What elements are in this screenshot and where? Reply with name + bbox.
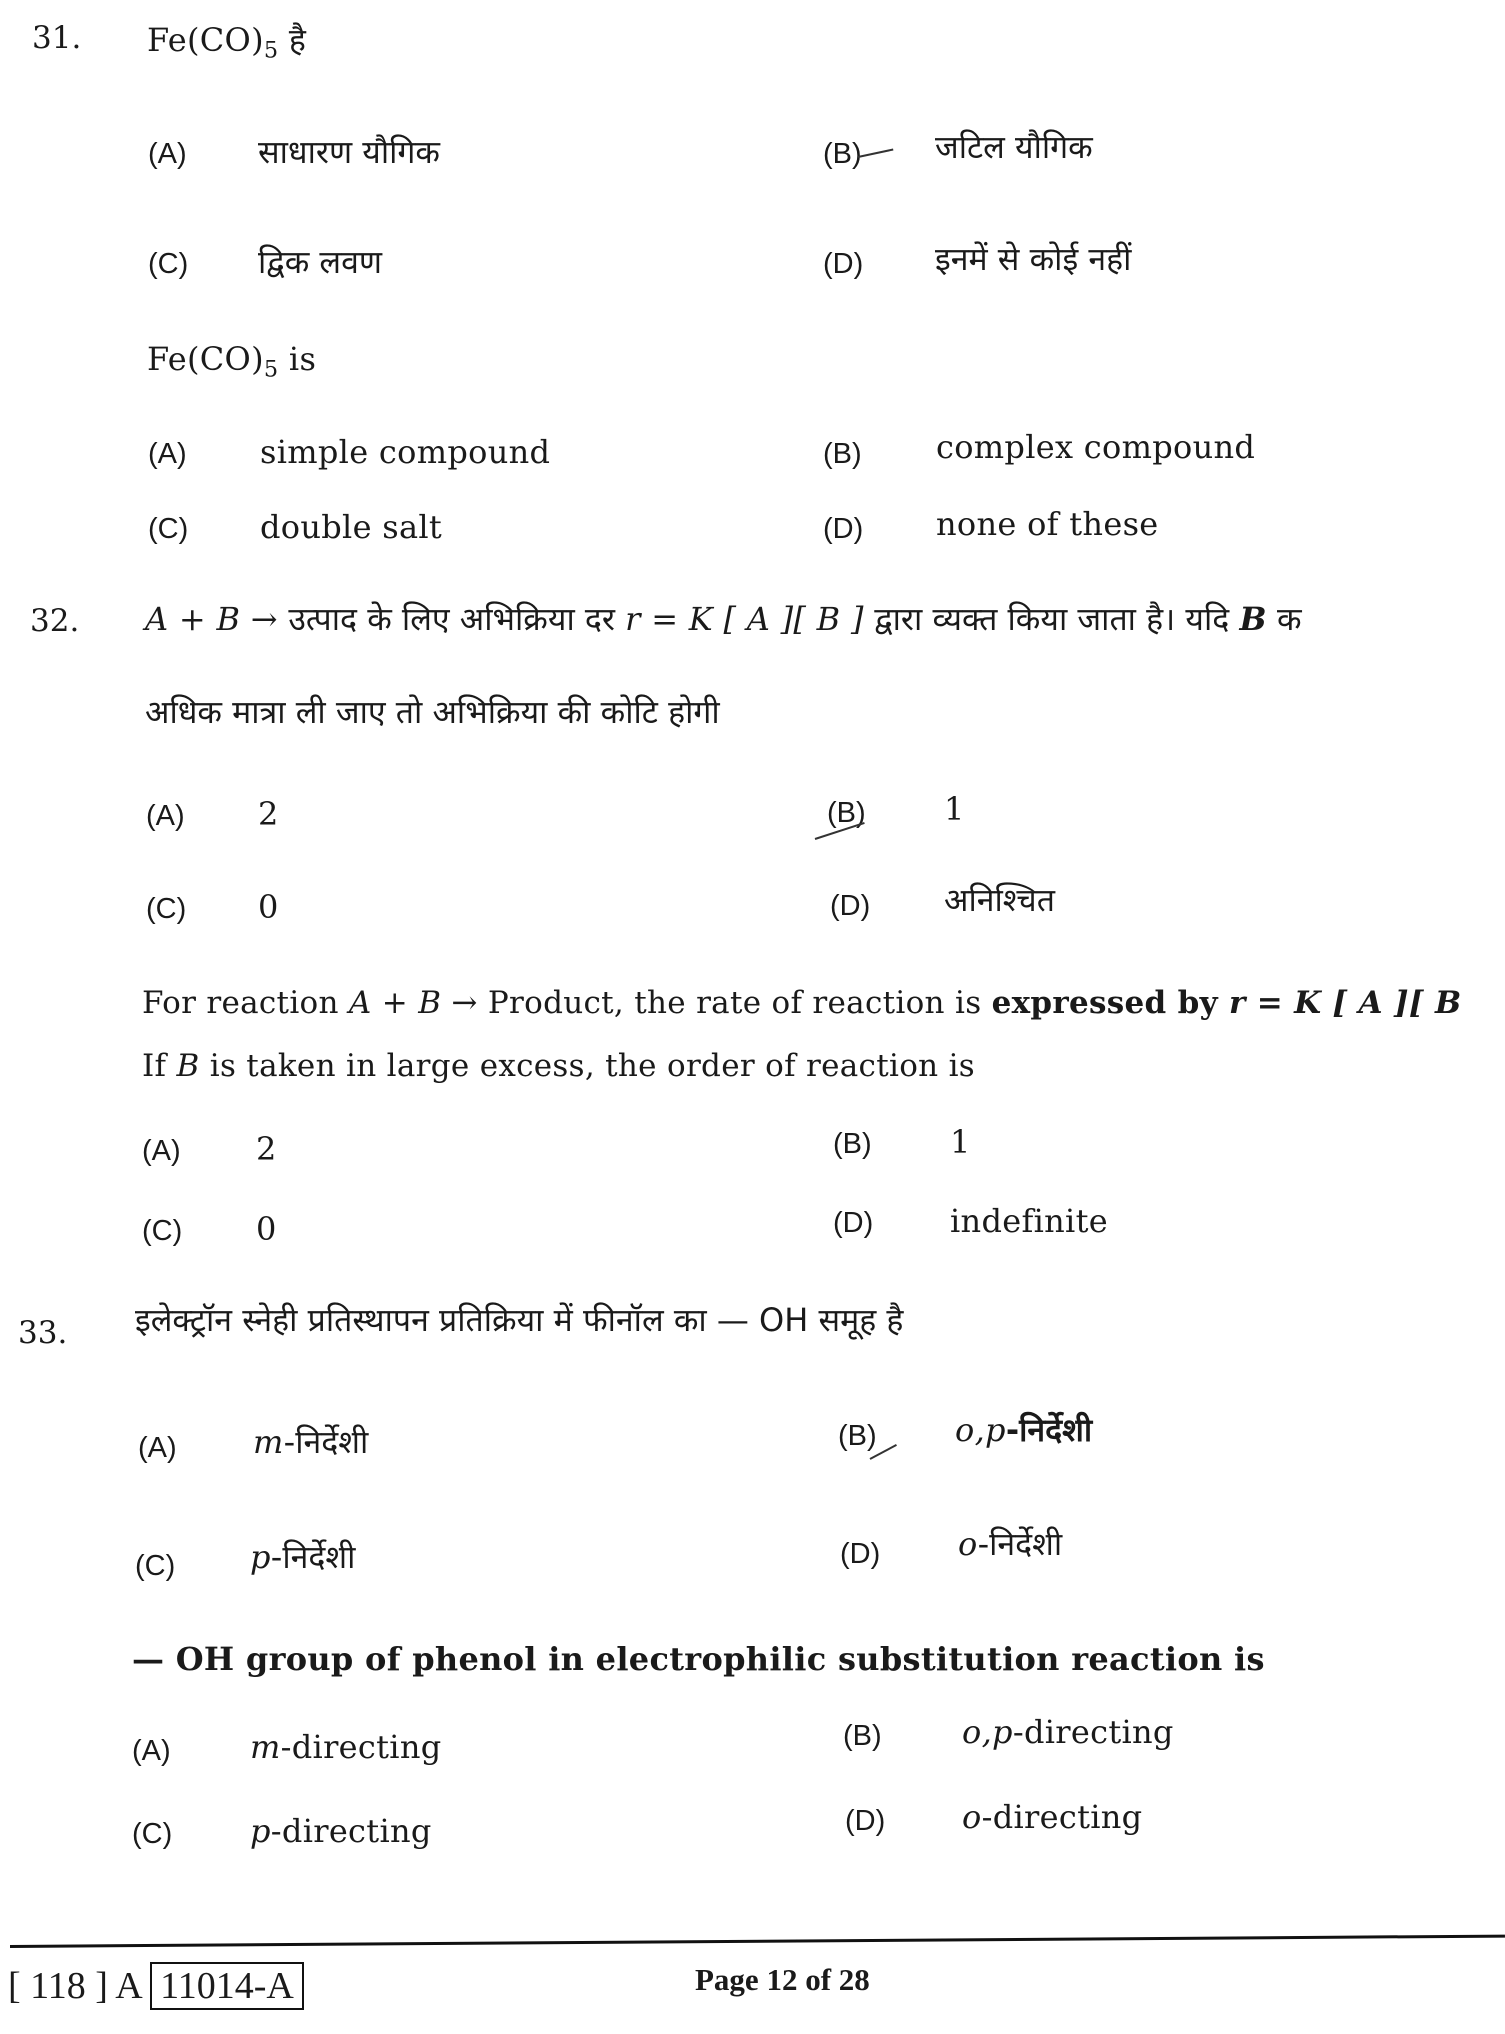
position-prefix: m [253, 1423, 284, 1461]
option-text-d [962, 1798, 1142, 1836]
option-text-c: 0 [256, 1210, 277, 1248]
option-text-d: अनिश्चित [944, 881, 1055, 919]
footer-divider [10, 1935, 1505, 1948]
option-label-b[interactable]: (B) [823, 438, 862, 470]
question-stem-hindi-line1 [145, 597, 1302, 640]
option-word: -निर्देशी [283, 1423, 369, 1461]
stem-text: For reaction [142, 985, 349, 1021]
option-text-d: indefinite [950, 1202, 1108, 1240]
rate-equation: r = K [ A ][ B [1228, 985, 1462, 1021]
option-label-c[interactable]: (C) [146, 893, 187, 925]
paper-code [8, 1962, 304, 2010]
option-text-d [958, 1522, 1062, 1565]
option-label-b[interactable]: (B) [838, 1420, 877, 1452]
stem-text: is taken in large excess, the order of reaction is [199, 1048, 975, 1084]
stem-text: → Product, the rate of reaction is [441, 985, 992, 1021]
option-label-a[interactable]: (A) [132, 1735, 171, 1767]
option-word: -directing [981, 1798, 1143, 1836]
question-stem-english: — OH group of phenol in electrophilic substitution reaction is [132, 1640, 1265, 1678]
position-prefix: p [250, 1538, 271, 1576]
question-number: 32. [30, 603, 80, 639]
option-text-c: double salt [260, 508, 443, 546]
position-prefix: o [962, 1798, 982, 1836]
position-prefix: p [250, 1812, 271, 1850]
option-text-c: 0 [258, 888, 279, 926]
option-text-a: 2 [258, 795, 279, 833]
option-text-c [250, 1812, 432, 1850]
position-prefix: o [958, 1525, 978, 1563]
option-label-c[interactable]: (C) [135, 1550, 176, 1582]
question-number: 31. [32, 20, 82, 56]
option-text-b: complex compound [936, 428, 1256, 466]
option-word: -directing [1012, 1713, 1174, 1751]
stem-tail: is [278, 340, 317, 378]
variable: B [1239, 600, 1267, 638]
question-stem-hindi [147, 18, 306, 64]
option-text-c: द्विक लवण [258, 243, 383, 281]
series-label: [ 118 ] A [8, 1965, 141, 2007]
option-label-d[interactable]: (D) [840, 1538, 881, 1570]
option-label-a[interactable]: (A) [138, 1432, 177, 1464]
question-stem-hindi: इलेक्ट्रॉन स्नेही प्रतिस्थापन प्रतिक्रिया में फीनॉल का — OH समूह है [135, 1301, 904, 1339]
option-label-c[interactable]: (C) [142, 1215, 183, 1247]
question-number: 33. [18, 1315, 68, 1351]
option-word: -निर्देशी [270, 1538, 356, 1576]
option-label-d[interactable]: (D) [830, 890, 871, 922]
stem-tail: है [278, 21, 307, 59]
question-stem-english-line1 [142, 985, 1461, 1021]
formula: Fe(CO) [147, 340, 264, 378]
question-stem-english [147, 340, 316, 383]
question-stem-english-line2 [142, 1048, 975, 1084]
option-label-a[interactable]: (A) [148, 138, 187, 170]
option-text-a [253, 1420, 368, 1463]
option-text-b: 1 [950, 1123, 971, 1161]
option-word: -निर्देशी [977, 1525, 1063, 1563]
option-label-c[interactable]: (C) [132, 1818, 173, 1850]
position-prefix: o,p [955, 1411, 1006, 1449]
option-label-c[interactable]: (C) [148, 513, 189, 545]
variable: B [176, 1048, 200, 1084]
option-text-a: साधारण यौगिक [258, 133, 441, 171]
option-text-a: simple compound [260, 433, 551, 471]
answer-mark-icon [858, 149, 894, 158]
option-text-b [955, 1408, 1092, 1451]
option-word: -directing [280, 1728, 442, 1766]
option-label-d[interactable]: (D) [823, 248, 864, 280]
stem-text: expressed by [991, 985, 1229, 1021]
option-word: -directing [270, 1812, 432, 1850]
option-text-a: 2 [256, 1130, 277, 1168]
position-prefix: o,p [962, 1713, 1013, 1751]
booklet-code-box: 11014-A [150, 1962, 304, 2010]
option-label-d[interactable]: (D) [845, 1805, 886, 1837]
option-text-b: जटिल यौगिक [935, 128, 1093, 166]
formula: Fe(CO) [147, 21, 264, 59]
option-word: -निर्देशी [1005, 1411, 1093, 1449]
equation: A + B → [145, 600, 289, 638]
option-text-a [250, 1728, 442, 1766]
option-label-d[interactable]: (D) [823, 513, 864, 545]
option-label-a[interactable]: (A) [148, 438, 187, 470]
option-label-d[interactable]: (D) [833, 1207, 874, 1239]
equation: A + B [348, 985, 442, 1021]
option-label-b[interactable]: (B) [823, 138, 862, 170]
option-text-d: none of these [936, 505, 1159, 543]
stem-text: उत्पाद के लिए अभिक्रिया दर [288, 600, 626, 638]
option-label-a[interactable]: (A) [146, 800, 185, 832]
stem-text: क [1266, 600, 1302, 638]
stem-text: If [142, 1048, 177, 1084]
option-text-b: 1 [944, 790, 965, 828]
option-text-d: इनमें से कोई नहीं [935, 240, 1132, 278]
option-text-c [250, 1535, 355, 1578]
formula-subscript: 5 [263, 356, 279, 383]
option-label-c[interactable]: (C) [148, 248, 189, 280]
stem-text: द्वारा व्यक्त किया जाता है। यदि [874, 600, 1240, 638]
option-label-b[interactable]: (B) [827, 797, 866, 829]
option-label-b[interactable]: (B) [833, 1128, 872, 1160]
formula-subscript: 5 [263, 37, 279, 64]
question-stem-hindi-line2: अधिक मात्रा ली जाए तो अभिक्रिया की कोटि होगी [145, 693, 720, 731]
option-label-b[interactable]: (B) [843, 1720, 882, 1752]
position-prefix: m [250, 1728, 281, 1766]
rate-equation: r = K [ A ][ B ] [625, 600, 875, 638]
page-number: Page 12 of 28 [695, 1962, 870, 1997]
option-label-a[interactable]: (A) [142, 1135, 181, 1167]
option-text-b [962, 1713, 1174, 1751]
